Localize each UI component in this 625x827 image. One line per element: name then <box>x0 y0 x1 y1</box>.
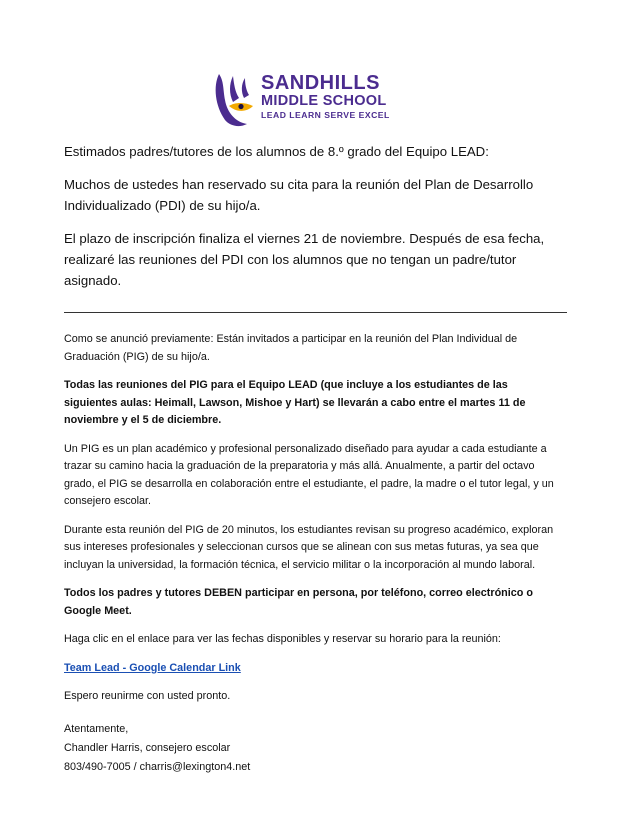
pig-definition-paragraph: Un PIG es un plan académico y profesional personalizado diseñado para ayudar a cada estudiante a trazar su camino hacia la graduación de la preparatoria y más allá. Anualmente, a partir del octavo grado, el PIG se desarrolla en colaboración entre el estudiante, el padre, la madre o el tutor legal, y un consejero escolar. <box>64 442 554 507</box>
letter-content <box>64 141 564 777</box>
meeting-description-paragraph: Durante esta reunión del PIG de 20 minutos, los estudiantes revisan su progreso académico, exploran sus intereses profesionales y seleccionan cursos que se alinean con sus metas futuras, ya sea que incluyan la universidad, la formación técnica, el servicio militar o la incorporación al mundo laboral. <box>64 523 554 571</box>
link-paragraph <box>64 660 564 678</box>
divider <box>64 312 567 313</box>
logo-school-type: MIDDLE SCHOOL <box>261 93 387 109</box>
intro-paragraph-1: Muchos de ustedes han reservado su cita para la reunión del Plan de Desarrollo Individualizado (PDI) de su hijo/a. <box>64 177 534 213</box>
logo-tagline: LEAD LEARN SERVE EXCEL <box>261 110 390 120</box>
announcement-paragraph: Como se anunció previamente: Están invitados a participar en la reunión del Plan Individual de Graduación (PIG) de su hijo/a. <box>64 333 518 363</box>
meeting-dates-paragraph: Todas las reuniones del PIG para el Equipo LEAD (que incluye a los estudiantes de las siguientes aulas: Heimall, Lawson, Mishoe y Hart) se llevarán a cabo entre el martes 11 de noviembre y el 5 de diciembre. <box>64 379 526 426</box>
signature-name: Chandler Harris, consejero escolar <box>64 741 231 754</box>
school-logo <box>213 72 413 128</box>
greeting: Estimados padres/tutores de los alumnos de 8.º grado del Equipo LEAD: <box>64 144 489 159</box>
tiger-emblem-icon <box>213 72 259 128</box>
participation-requirement: Todos los padres y tutores DEBEN participar en persona, por teléfono, correo electrónico o Google Meet. <box>64 587 533 617</box>
logo-school-name: SANDHILLS <box>261 72 380 94</box>
signature-closing: Atentamente, <box>64 722 129 735</box>
closing-remark: Espero reunirme con usted pronto. <box>64 690 231 702</box>
calendar-link[interactable]: Team Lead - Google Calendar Link <box>64 661 241 674</box>
link-instructions: Haga clic en el enlace para ver las fechas disponibles y reservar su horario para la reunión: <box>64 633 501 645</box>
signature-contact: 803/490-7005 / charris@lexington4.net <box>64 760 251 773</box>
intro-paragraph-2: El plazo de inscripción finaliza el viernes 21 de noviembre. Después de esa fecha, realizaré las reuniones del PDI con los alumnos que no tengan un padre/tutor asignado. <box>64 231 545 288</box>
